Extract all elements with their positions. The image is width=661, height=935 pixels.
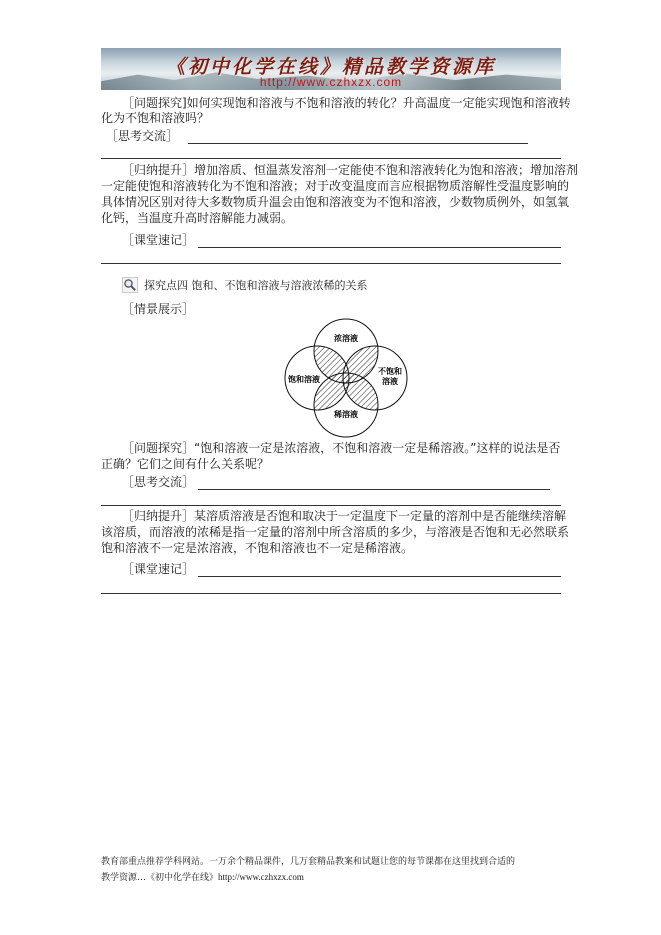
label-saturated: 饱和溶液 [288, 375, 320, 384]
summary-line-3: 具体情况区别对待大多数物质升温会由饱和溶液变为不饱和溶液，少数物质例外，如氢氧 [101, 195, 570, 209]
summary-line-1: ［归纳提升］某溶质溶液是否饱和取决于一定温度下一定量的溶剂中是否能继续溶解 [122, 509, 567, 523]
label-unsaturated-line1: 不饱和 [378, 367, 402, 376]
label-unsaturated-line2: 溶液 [382, 377, 398, 386]
summary-line-4: 化钙，当温度升高时溶解能力减弱。 [101, 211, 294, 225]
notes-line-2[interactable] [101, 263, 561, 264]
header-banner [101, 48, 561, 90]
footer-line-1: 教育部重点推荐学科网站。一万余个精品课件，几万套精品教案和试题让您的每节课都在这里找到合适的 [101, 857, 516, 867]
banner-url[interactable]: http://www.czhxzx.com [259, 75, 403, 89]
section-heading [122, 277, 368, 293]
scene-label: ［情景展示］ [122, 302, 195, 316]
magnifier-icon [122, 277, 138, 293]
summary-line-2: 一定能使饱和溶液转化为不饱和溶液；对于改变温度而言应根据物质溶解性受温度影响的 [101, 179, 570, 193]
summary-line-2: 该溶质，而溶液的浓稀是指一定量的溶剂中所含溶质的多少，与溶液是否饱和无必然联系 [101, 525, 570, 539]
think-label: ［思考交流］ [122, 475, 195, 489]
notes-line-2[interactable] [101, 593, 561, 594]
footer-line-2 [101, 870, 515, 886]
think-answer-line[interactable] [198, 489, 550, 490]
question-line-1: ［问题探究］“饱和溶液一定是浓溶液，不饱和溶液一定是稀溶液。”这样的说法是否 [122, 441, 561, 455]
think-answer-line-2[interactable] [101, 158, 561, 159]
notes-label: ［课堂速记］ [122, 233, 195, 247]
section-title: 探究点四 饱和、不饱和溶液与溶液浓稀的关系 [144, 279, 368, 292]
notes-line[interactable] [198, 576, 561, 577]
notes-line[interactable] [198, 247, 561, 248]
notes-label: ［课堂速记］ [122, 562, 195, 576]
venn-diagram [282, 316, 410, 440]
think-answer-line[interactable] [188, 143, 528, 144]
label-concentrated: 浓溶液 [334, 334, 358, 343]
summary-line-1: ［归纳提升］增加溶质、恒温蒸发溶剂一定能使不饱和溶液转化为饱和溶液；增加溶剂 [122, 163, 579, 177]
question-line-2: 化为不饱和溶液吗？ [101, 111, 210, 125]
footer [101, 855, 515, 886]
question-line-2: 正确？它们之间有什么关系呢？ [101, 457, 270, 471]
footer-prefix: 教学资源…《初中化学在线》 [101, 873, 219, 883]
think-label: ［思考交流］ [106, 129, 179, 143]
summary-line-3: 饱和溶液不一定是浓溶液，不饱和溶液也不一定是稀溶液。 [101, 541, 414, 555]
footer-url[interactable]: http://www.czhxzx.com [218, 872, 304, 882]
label-dilute: 稀溶液 [334, 410, 358, 419]
question-line-1: ［问题探究]如何实现饱和溶液与不饱和溶液的转化？升高温度一定能实现饱和溶液转 [122, 96, 571, 110]
think-answer-line-2[interactable] [101, 505, 561, 506]
banner-title: 《初中化学在线》精品教学资源库 [165, 56, 496, 78]
